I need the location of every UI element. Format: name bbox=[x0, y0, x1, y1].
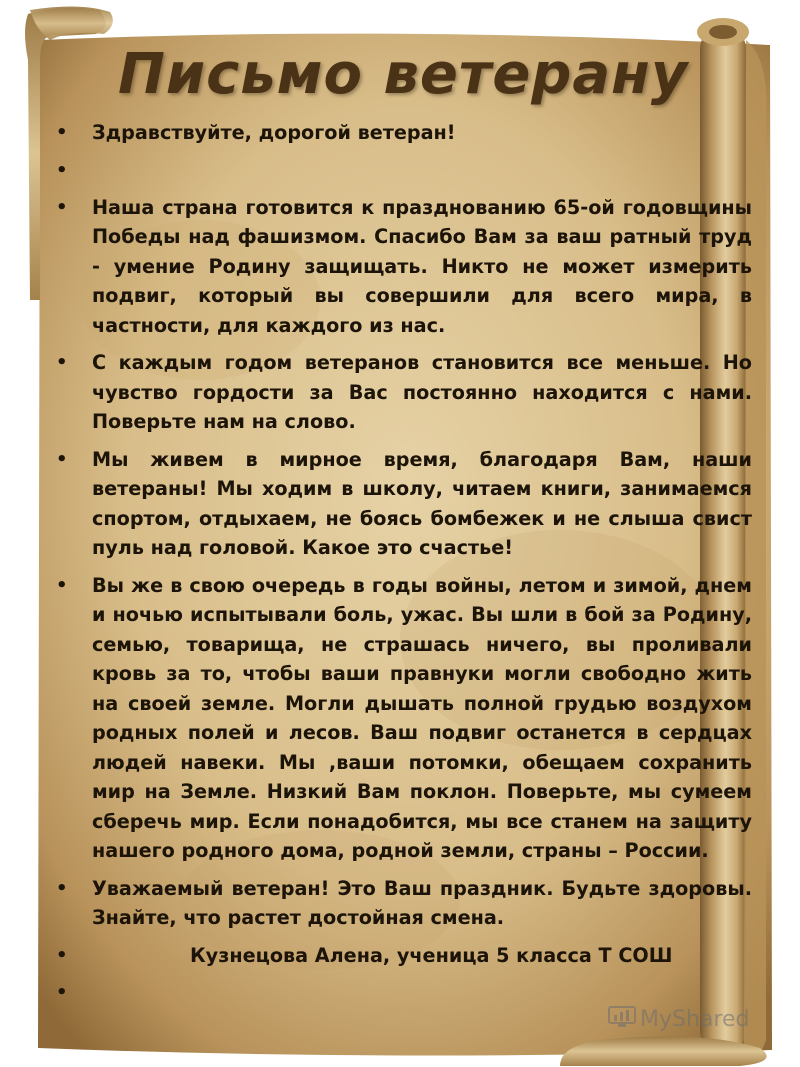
bullet-icon: • bbox=[56, 448, 68, 470]
letter-paragraph: • Наша страна готовится к празднованию 65-ой годовщины Победы над фашизмом. Спасибо Вам за ваш ратный труд - умение Родину защищать. Никто не может измерить подвиг, который вы совершили для всего мира, в частности, для каждого из нас. bbox=[52, 193, 752, 341]
letter-title: Письмо ветерану bbox=[118, 42, 689, 107]
bullet-icon: • bbox=[56, 352, 68, 373]
letter-paragraph: • Мы живем в мирное время, благодаря Вам, наши ветераны! Мы ходим в школу, читаем книги, занимаемся спортом, отдыхаем, не боясь бомбежек и не слыша свист пуль над головой. Какое это счастье! bbox=[52, 445, 752, 563]
bullet-icon: • bbox=[56, 944, 68, 966]
letter-paragraph bbox=[52, 156, 752, 185]
watermark-text: MyShared bbox=[640, 1007, 750, 1032]
letter-paragraph bbox=[52, 978, 752, 1007]
letter-paragraph: • Вы же в свою очередь в годы войны, летом и зимой, днем и ночью испытывали боль, ужас. Вы шли в бой за Родину, семью, товарища, не страшась ничего, вы проливали кровь за то, чтобы ваши правнуки могли свободно жить на своей земле. Могли дышать полной грудью воздухом родных полей и лесов. Ваш подвиг останется в сердцах людей навеки. Мы ,ваши потомки, обещаем сохранить мир на Земле. Низкий Вам поклон. Поверьте, мы сумеем сберечь мир. Если понадобится, мы все станем на защиту нашего родного дома, родной земли, страны – России. bbox=[52, 571, 752, 866]
letter-body bbox=[52, 118, 752, 1015]
letter-paragraph: • Уважаемый ветеран! Это Ваш праздник. Будьте здоровы. Знайте, что растет достойная смена. bbox=[52, 874, 752, 933]
bullet-icon: • bbox=[56, 982, 68, 1003]
myshared-logo-icon bbox=[608, 1006, 636, 1034]
bullet-icon: • bbox=[56, 159, 68, 181]
bullet-icon: • bbox=[56, 122, 68, 143]
bullet-icon: • bbox=[56, 574, 68, 596]
bullet-icon: • bbox=[56, 196, 68, 218]
bullet-icon: • bbox=[56, 877, 68, 899]
letter-paragraph: • С каждым годом ветеранов становится все меньше. Но чувство гордости за Вас постоянно находится с нами. Поверьте нам на слово. bbox=[52, 348, 752, 437]
letter-signature: • Кузнецова Алена, ученица 5 класса Т СОШ bbox=[52, 941, 752, 971]
myshared-watermark bbox=[608, 1006, 749, 1034]
letter-paragraph: • Здравствуйте, дорогой ветеран! bbox=[52, 118, 752, 148]
